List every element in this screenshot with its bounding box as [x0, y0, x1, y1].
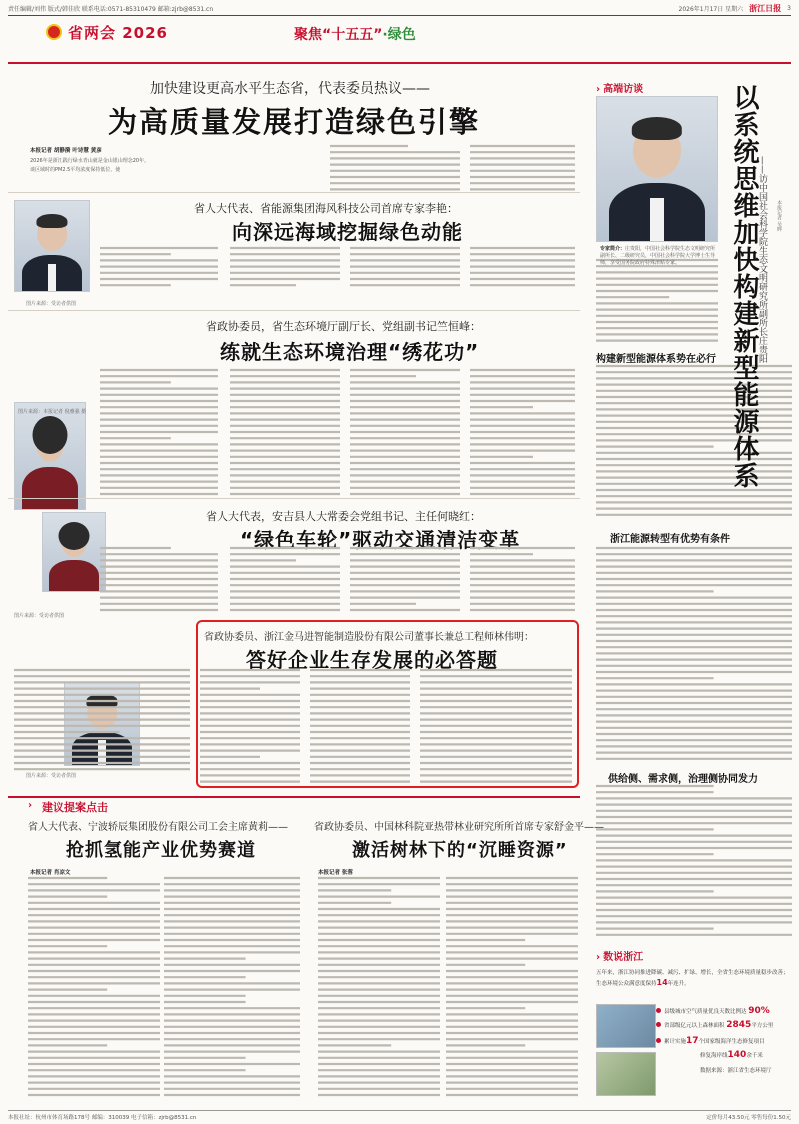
expert-bio: 专家简介：庄贵阳，中国社会科学院生态文明研究所副所长、二级研究员，中国社会科学院大学博士生导师，享受国务院政府特殊津贴专家。 [600, 246, 716, 266]
divider [8, 310, 580, 311]
interview-reporter: 本报记者 吴晔 [776, 200, 782, 232]
price-line: 定价每月43.50元 零售每份1.50元 [706, 1115, 791, 1121]
data-item-4: 修复海岸线140余千米 [700, 1050, 763, 1060]
interview-subtitle: ——访中国社会科学院生态文明研究所副所长庄贵阳 [757, 156, 767, 363]
article3-title: “绿色车轮”驱动交通清洁变革 [240, 528, 521, 552]
suggest-right-title: 激活树林下的“沉睡资源” [352, 840, 568, 861]
data-zhejiang-label: › 数说浙江 [596, 952, 644, 963]
suggestion-section-bar [8, 796, 580, 812]
interview-label: › 高端访谈 [596, 84, 644, 95]
chevron-right-icon: › [28, 800, 33, 811]
page-number: 3 [787, 5, 791, 12]
top-strip [8, 2, 791, 16]
divider [8, 498, 580, 499]
data-item-1: 县级城市空气质量优良天数比例达 90% [656, 1006, 770, 1016]
lead-paragraph-1: 2026年是浙江践行绿水青山就是金山银山理念20年。 [30, 158, 150, 164]
issue-date: 2026年1月17日 星期六 [678, 6, 744, 13]
sidebar-section-2: 浙江能源转型有优势有条件 [610, 534, 730, 545]
divider [8, 192, 580, 193]
editor-credits: 责任编辑/刘伟 版式/韩佳欣 联系电话:0571-85310479 邮箱:zjrb@8531.cn [8, 6, 214, 13]
data-source: 数据来源：浙江省生态环境厅 [700, 1068, 772, 1074]
paper-name: 浙江日报 [749, 3, 782, 13]
article2-sub: 省政协委员，省生态环境厅副厅长、党组副书记竺恒峰： [206, 320, 481, 333]
article1-sub: 省人大代表、省能源集团海风科技公司首席专家李艳： [194, 202, 458, 215]
article4-portrait [64, 682, 140, 766]
focus-prefix: 聚焦“十五五” [294, 27, 383, 43]
data-item-2: 省部级亿元以上森林面积 2845平方公里 [656, 1020, 773, 1030]
section-title: 省两会 2026 [68, 24, 168, 42]
article1-portrait [14, 200, 90, 292]
address-line: 本报社址：杭州市体育场路178号 邮编：310039 电子信箱：zjrb@8531.cn [8, 1115, 197, 1121]
lead-headline: 为高质量发展打造绿色引擎 [108, 105, 481, 139]
data-intro: 五年来，浙江协同推进降碳、减污、扩绿、增长，全省生态环境质量稳步改善；生态环境公众满意度保持14年连升。 [596, 970, 789, 987]
article4-caption: 图片来源：受访者供图 [26, 773, 77, 779]
data-photo-2 [596, 1052, 656, 1096]
focus-banner [294, 24, 416, 44]
article3-sub: 省人大代表，安吉县人大常委会党组书记、主任何晓红： [206, 510, 481, 523]
bottom-strip [8, 1110, 791, 1122]
data-item-3: 累计实施17个国家级海洋生态修复项目 [656, 1036, 765, 1046]
article3-portrait [42, 512, 106, 592]
article4-sub: 省政协委员、浙江金马进智能制造股份有限公司董事长兼总工程师林伟明： [204, 632, 534, 643]
lead-byline: 本报记者 胡静漪 叶诗慧 黄彦 [30, 148, 102, 154]
article3-caption: 图片来源：受访者供图 [14, 613, 65, 619]
lead-paragraph-2: 谈区域时的PM2.5平均浓度保持低位，使 [30, 166, 121, 173]
article2-caption: 图片来源：本报记者 倪雅强 摄 [18, 409, 87, 415]
suggest-right-sub: 省政协委员、中国林科院亚热带林业研究所所首席专家舒金平—— [314, 822, 604, 833]
lead-body-col1 [30, 146, 180, 186]
article2-portrait [14, 402, 86, 510]
focus-accent: ·绿色 [382, 27, 416, 43]
section-header [8, 18, 791, 64]
suggest-left-sub: 省人大代表、宁波轿辰集团股份有限公司工会主席黄莉—— [28, 822, 288, 833]
data-photo-1 [596, 1004, 656, 1048]
suggest-left-byline: 本报记者 肖凉文 [30, 870, 71, 876]
national-emblem-icon [46, 24, 62, 40]
interview-headline: 以系统思维加快构建新型能源体系 [729, 84, 759, 489]
expert-portrait [596, 96, 718, 242]
article2-title: 练就生态环境治理“绣花功” [220, 340, 480, 364]
article1-title: 向深远海域挖掘绿色动能 [232, 220, 463, 244]
sidebar-section-1: 构建新型能源体系势在必行 [596, 354, 716, 365]
article4-title: 答好企业生存发展的必答题 [246, 648, 498, 672]
suggestion-label: 建议提案点击 [42, 801, 108, 814]
sidebar-section-3: 供给侧、需求侧，治理侧协同发力 [608, 774, 758, 785]
suggest-right-byline: 本报记者 张蓉 [318, 870, 353, 876]
article1-caption: 图片来源：受访者供图 [26, 301, 77, 307]
suggest-left-title: 抢抓氢能产业优势赛道 [66, 840, 256, 861]
lead-subtitle: 加快建设更高水平生态省，代表委员热议—— [150, 81, 430, 97]
